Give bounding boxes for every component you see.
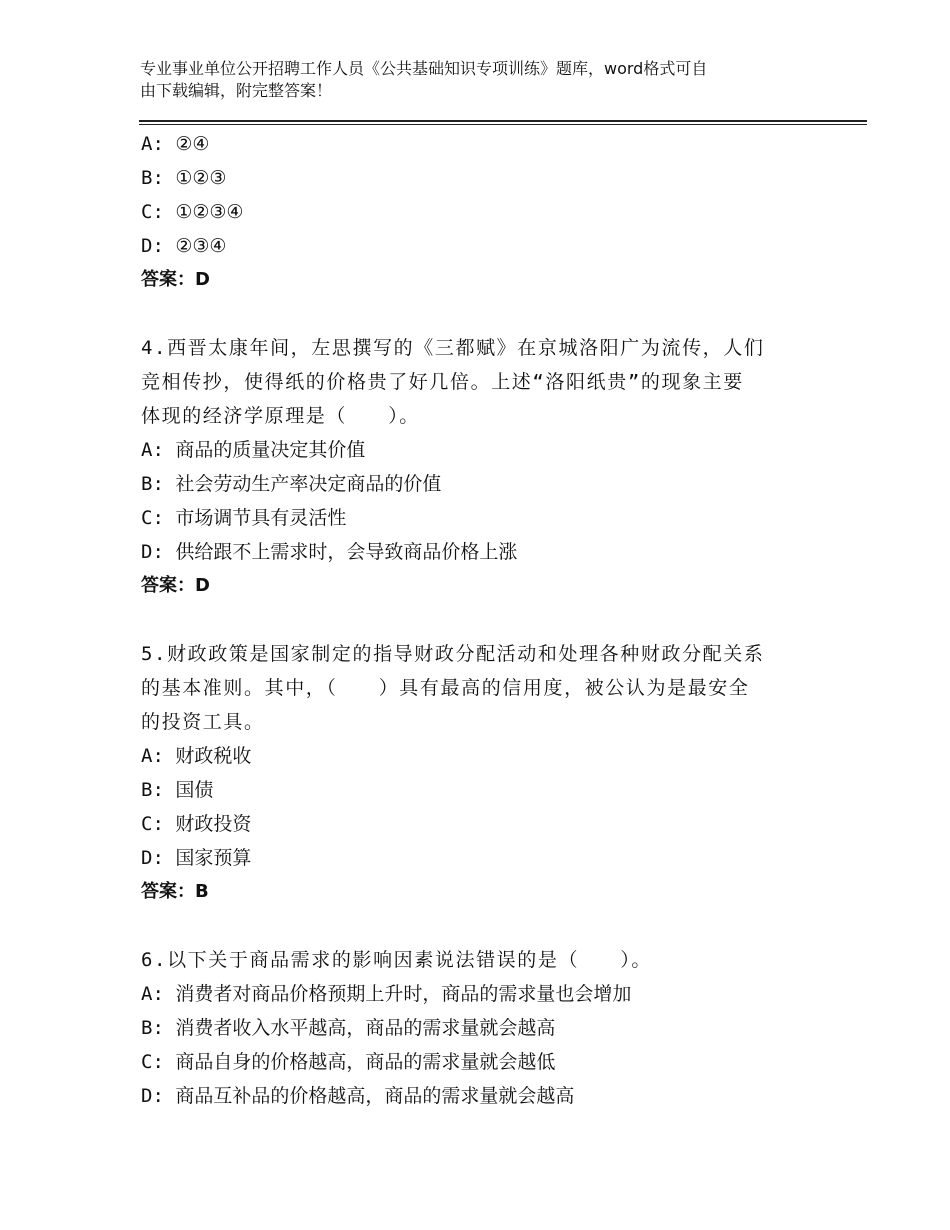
option-c: C: 财政投资 bbox=[141, 813, 252, 835]
header-title-line-2: 由下载编辑，附完整答案！ bbox=[140, 81, 333, 100]
question-stem-line: 6.以下关于商品需求的影响因素说法错误的是（ ）。 bbox=[141, 949, 652, 971]
answer-label: 答案：D bbox=[141, 575, 210, 596]
answer-label: 答案：B bbox=[141, 881, 209, 902]
question-list bbox=[141, 127, 841, 1113]
option-a: A: 消费者对商品价格预期上升时，商品的需求量也会增加 bbox=[141, 983, 632, 1005]
option-c: C: 商品自身的价格越高，商品的需求量就会越低 bbox=[141, 1051, 556, 1073]
option-d: D: ②③④ bbox=[141, 235, 227, 257]
question-stem-line: 的投资工具。 bbox=[141, 711, 265, 733]
option-d: D: 供给跟不上需求时，会导致商品价格上涨 bbox=[141, 541, 518, 563]
header-divider-thin bbox=[139, 124, 867, 125]
option-d: D: 国家预算 bbox=[141, 847, 252, 869]
question-stem-line: 4.西晋太康年间，左思撰写的《三都赋》在京城洛阳广为流传，人们 bbox=[141, 337, 765, 359]
header-title-line-1: 专业事业单位公开招聘工作人员《公共基础知识专项训练》题库，word格式可自 bbox=[140, 59, 708, 78]
question-5 bbox=[141, 637, 841, 909]
option-b: B: 国债 bbox=[141, 779, 214, 801]
option-c: C: 市场调节具有灵活性 bbox=[141, 507, 347, 529]
question-spacer bbox=[141, 297, 841, 331]
question-stem-line: 竞相传抄，使得纸的价格贵了好几倍。上述“洛阳纸贵”的现象主要 bbox=[141, 371, 744, 393]
question-stem-line: 的基本准则。其中，（ ）具有最高的信用度，被公认为是最安全 bbox=[141, 677, 750, 699]
question-spacer bbox=[141, 603, 841, 637]
option-c: C: ①②③④ bbox=[141, 201, 244, 223]
question-stem-line: 5.财政政策是国家制定的指导财政分配活动和处理各种财政分配关系 bbox=[141, 643, 765, 665]
answer-label: 答案：D bbox=[141, 269, 210, 290]
header-divider-thick bbox=[139, 120, 867, 122]
option-d: D: 商品互补品的价格越高，商品的需求量就会越高 bbox=[141, 1085, 575, 1107]
question-4 bbox=[141, 331, 841, 603]
option-a: A: 商品的质量决定其价值 bbox=[141, 439, 366, 461]
option-b: B: 消费者收入水平越高，商品的需求量就会越高 bbox=[141, 1017, 556, 1039]
question-stem-line: 体现的经济学原理是（ ）。 bbox=[141, 405, 420, 427]
page-header bbox=[140, 58, 820, 102]
option-a: A: 财政税收 bbox=[141, 745, 252, 767]
option-a: A: ②④ bbox=[141, 133, 210, 155]
option-b: B: ①②③ bbox=[141, 167, 227, 189]
question-6 bbox=[141, 943, 841, 1113]
question-3-tail bbox=[141, 127, 841, 297]
question-spacer bbox=[141, 909, 841, 943]
option-b: B: 社会劳动生产率决定商品的价值 bbox=[141, 473, 442, 495]
